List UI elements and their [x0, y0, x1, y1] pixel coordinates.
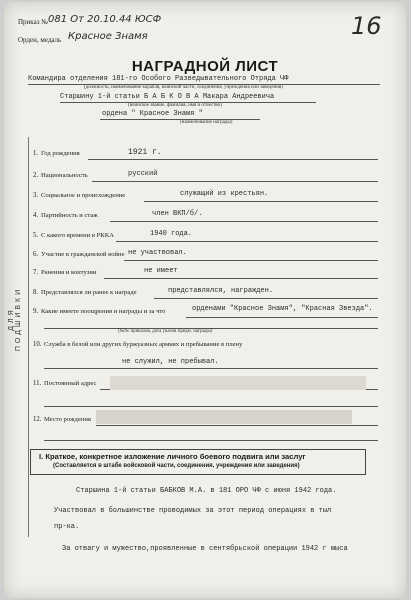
row-underline	[44, 440, 378, 441]
row-label-civil-war: Участие в гражданской войне	[41, 251, 125, 258]
row-label-party: Партийность и стаж	[41, 212, 98, 219]
row-value-wounds: не имеет	[144, 267, 178, 275]
row-number: 8.	[33, 289, 39, 296]
person-line: Старшину 1-й статьи Б А Б К О В А Макара Андреевича	[60, 93, 275, 101]
row-label-origin: Социальное и происхождение	[41, 192, 126, 199]
row-number: 11.	[33, 380, 42, 387]
sheet-number: 16	[351, 12, 382, 40]
person-caption: (воинское звание, фамилия, имя и отчество)	[128, 103, 222, 108]
section-subtitle: (Составляется в штабе войсковой части, соединения, учреждения или заведения)	[53, 463, 300, 469]
row-value-civil-war: не участвовал.	[128, 249, 187, 257]
row-label-birth-year: Год рождения	[41, 150, 80, 157]
row-underline	[186, 317, 378, 318]
row-underline	[104, 278, 378, 279]
prikaz-label: Приказ №	[18, 18, 48, 26]
redaction-block	[96, 410, 352, 424]
redaction-block	[110, 376, 366, 390]
row-value-awards: орденами "Красное Знамя", "Красная Звезда".	[192, 305, 373, 313]
row-label-prior-award: Представлялся ли ранее к награде	[41, 289, 137, 296]
row-number: 3.	[33, 192, 39, 199]
row-label-rkka: С какого времени в РККА	[41, 232, 114, 239]
row-label-address: Постоянный адрес	[44, 380, 97, 387]
row-number: 12.	[33, 416, 42, 423]
side-caption: ДЛЯ ПОДШИВКИ	[8, 286, 22, 352]
row-number: 1.	[33, 150, 39, 157]
row-value-prior-award: представлялся, награжден.	[168, 287, 274, 295]
row-value-party: член ВКП/б/.	[152, 210, 203, 218]
prikaz-value: 081 От 20.10.44 ЮСФ	[48, 14, 162, 25]
commander-caption: (должность, наименование корабля, воинской части, соединения, учреждения или заведения)	[84, 85, 283, 90]
row-number: 5.	[33, 232, 39, 239]
row9-caption: (№№ приказов, дата указов предм. награды)	[118, 329, 213, 334]
row-number: 4.	[33, 212, 39, 219]
row-value-white-army: не служил, не пребывал.	[122, 358, 219, 366]
row-label-nationality: Национальность	[41, 172, 88, 179]
row-underline	[144, 201, 378, 202]
row-number: 10.	[33, 341, 42, 348]
narrative-line: Старшина 1-й статьи БАБКОВ М.А. в 181 ОРО ЧФ с июня 1942 года.	[76, 487, 337, 495]
row-underline	[110, 221, 378, 222]
row-underline	[116, 241, 378, 242]
narrative-line: пр-ка.	[54, 523, 80, 531]
row-number: 9.	[33, 308, 39, 315]
row-underline	[44, 406, 378, 407]
narrative-line: Участвовал в большинстве проводимых за этот период операциях в тыл	[54, 507, 332, 515]
award-sheet	[4, 2, 406, 598]
commander-line: Командира отделения 181-го Особого Разведывательного Отряда ЧФ	[28, 75, 289, 83]
row-value-origin: служащий из крестьян.	[180, 190, 269, 198]
orden-value: Красное Знамя	[68, 31, 148, 42]
row-value-nationality: русский	[128, 170, 158, 178]
narrative-line: За отвагу и мужество,проявленные в сентябрьской операции 1942 г мыса	[62, 545, 348, 553]
row-underline	[124, 260, 378, 261]
title: НАГРАДНОЙ ЛИСТ	[131, 58, 279, 75]
section-title: I. Краткое, конкретное изложение личного боевого подвига или заслуг	[39, 452, 306, 461]
row-value-birth-year: 1921 г.	[128, 148, 162, 157]
orden-label: Орден, медаль	[18, 36, 62, 44]
order-caption: (наименование награды)	[180, 120, 233, 125]
row-underline	[96, 425, 378, 426]
row-underline	[154, 298, 378, 299]
row-label-birthplace: Место рождения	[44, 416, 91, 423]
row-underline	[92, 181, 378, 182]
row-value-rkka: 1940 года.	[150, 230, 193, 238]
row-underline	[88, 159, 378, 160]
row-number: 2.	[33, 172, 39, 179]
row-label-awards: Какие имеете поощрения и награды и за что	[41, 308, 166, 315]
row-label-white-army: Служба в белой или других буржуазных армиях и пребывание в плену	[44, 341, 243, 348]
margin-rule	[28, 137, 29, 537]
row-underline	[44, 368, 378, 369]
order-line: ордена " Красное Знамя "	[102, 110, 203, 118]
section-box	[30, 449, 366, 475]
row-label-wounds: Ранения и контузии	[41, 269, 97, 276]
row-number: 7.	[33, 269, 39, 276]
row-number: 6.	[33, 251, 39, 258]
